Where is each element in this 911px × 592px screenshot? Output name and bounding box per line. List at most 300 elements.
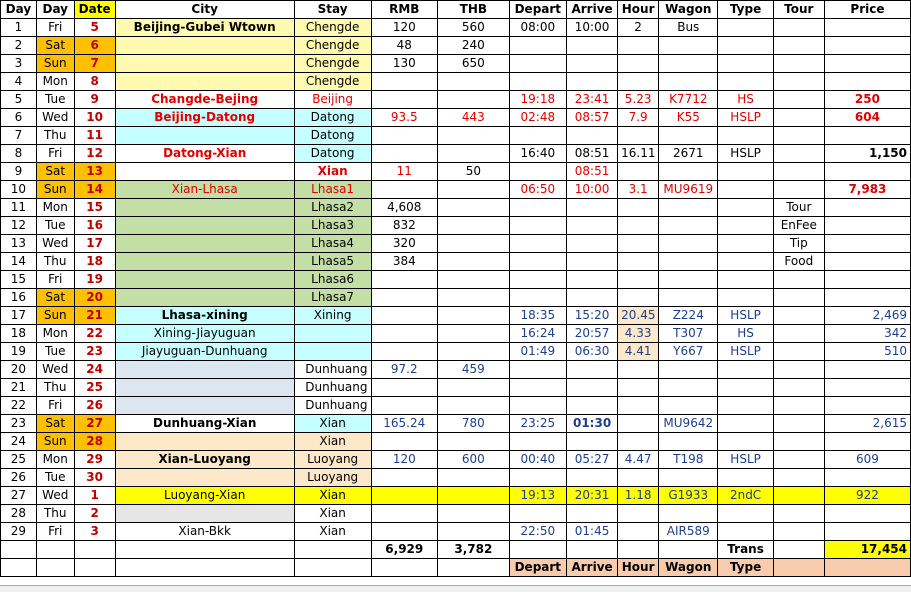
- cell-hour[interactable]: [618, 163, 659, 181]
- cell-type[interactable]: [718, 217, 773, 235]
- cell-date[interactable]: 23: [74, 343, 115, 361]
- cell-wagon[interactable]: [659, 73, 718, 91]
- cell-wagon[interactable]: MU9619: [659, 181, 718, 199]
- cell-type[interactable]: [718, 127, 773, 145]
- cell-date[interactable]: 8: [74, 73, 115, 91]
- cell[interactable]: [36, 541, 74, 559]
- cell-thb[interactable]: [438, 487, 510, 505]
- cell-thb[interactable]: [438, 397, 510, 415]
- cell-type[interactable]: [718, 289, 773, 307]
- cell-arr[interactable]: 10:00: [566, 19, 617, 37]
- cell-date[interactable]: 27: [74, 415, 115, 433]
- cell-stay[interactable]: Lhasa6: [294, 271, 371, 289]
- total-rmb[interactable]: 6,929: [371, 541, 438, 559]
- cell-hour[interactable]: [618, 73, 659, 91]
- cell-stay[interactable]: Datong: [294, 127, 371, 145]
- cell-date[interactable]: 16: [74, 217, 115, 235]
- cell-wagon[interactable]: MU9642: [659, 415, 718, 433]
- cell-rmb[interactable]: 93.5: [371, 109, 438, 127]
- cell-stay[interactable]: Xian: [294, 487, 371, 505]
- cell-arr[interactable]: 06:30: [566, 343, 617, 361]
- cell-date[interactable]: 25: [74, 379, 115, 397]
- cell-tour[interactable]: [773, 19, 824, 37]
- cell-arr[interactable]: [566, 217, 617, 235]
- cell-wagon[interactable]: [659, 37, 718, 55]
- col-header-arrive[interactable]: Arrive: [566, 1, 617, 19]
- cell-wagon[interactable]: K7712: [659, 91, 718, 109]
- cell[interactable]: [371, 559, 438, 577]
- cell-arr[interactable]: [566, 199, 617, 217]
- cell-tour[interactable]: [773, 469, 824, 487]
- cell-hour[interactable]: [618, 55, 659, 73]
- cell-thb[interactable]: 780: [438, 415, 510, 433]
- cell-city[interactable]: [115, 397, 294, 415]
- cell-type[interactable]: [718, 469, 773, 487]
- col-header-hour[interactable]: Hour: [618, 1, 659, 19]
- cell-n[interactable]: 1: [1, 19, 37, 37]
- cell-stay[interactable]: Xian: [294, 163, 371, 181]
- cell-thb[interactable]: [438, 181, 510, 199]
- cell-date[interactable]: 24: [74, 361, 115, 379]
- cell-dow[interactable]: Tue: [36, 91, 74, 109]
- total-label[interactable]: Trans: [718, 541, 773, 559]
- cell-dep[interactable]: 19:18: [509, 91, 566, 109]
- cell-stay[interactable]: Dunhuang: [294, 361, 371, 379]
- cell-date[interactable]: 14: [74, 181, 115, 199]
- cell-rmb[interactable]: 832: [371, 217, 438, 235]
- cell-rmb[interactable]: 97.2: [371, 361, 438, 379]
- col-header-rmb[interactable]: RMB: [371, 1, 438, 19]
- cell-wagon[interactable]: [659, 127, 718, 145]
- cell-n[interactable]: 10: [1, 181, 37, 199]
- cell-stay[interactable]: Xian: [294, 505, 371, 523]
- cell-stay[interactable]: Chengde: [294, 55, 371, 73]
- cell-thb[interactable]: [438, 379, 510, 397]
- cell-wagon[interactable]: [659, 379, 718, 397]
- cell-city[interactable]: Beijing-Gubei Wtown: [115, 19, 294, 37]
- cell-thb[interactable]: [438, 433, 510, 451]
- cell-n[interactable]: 11: [1, 199, 37, 217]
- cell-date[interactable]: 6: [74, 37, 115, 55]
- cell-date[interactable]: 7: [74, 55, 115, 73]
- col-header-depart[interactable]: Depart: [509, 1, 566, 19]
- cell-type[interactable]: HS: [718, 91, 773, 109]
- cell-thb[interactable]: [438, 271, 510, 289]
- cell-stay[interactable]: Lhasa5: [294, 253, 371, 271]
- cell-dep[interactable]: [509, 37, 566, 55]
- cell-rmb[interactable]: [371, 127, 438, 145]
- total-price[interactable]: 17,454: [824, 541, 910, 559]
- cell-date[interactable]: 20: [74, 289, 115, 307]
- cell-rmb[interactable]: [371, 91, 438, 109]
- cell-dep[interactable]: 19:13: [509, 487, 566, 505]
- cell-hour[interactable]: 16.11: [618, 145, 659, 163]
- cell-thb[interactable]: 240: [438, 37, 510, 55]
- cell-arr[interactable]: 08:57: [566, 109, 617, 127]
- cell-date[interactable]: 26: [74, 397, 115, 415]
- cell-thb[interactable]: [438, 523, 510, 541]
- cell-arr[interactable]: [566, 37, 617, 55]
- cell-type[interactable]: [718, 181, 773, 199]
- cell-tour[interactable]: [773, 307, 824, 325]
- cell-tour[interactable]: [773, 127, 824, 145]
- cell-date[interactable]: 10: [74, 109, 115, 127]
- cell-city[interactable]: [115, 127, 294, 145]
- col-header-day-num[interactable]: Day: [1, 1, 37, 19]
- cell-tour[interactable]: [773, 361, 824, 379]
- cell-date[interactable]: 1: [74, 487, 115, 505]
- cell-price[interactable]: [824, 433, 910, 451]
- cell-tour[interactable]: [773, 487, 824, 505]
- cell-thb[interactable]: [438, 199, 510, 217]
- total-thb[interactable]: 3,782: [438, 541, 510, 559]
- footer-depart[interactable]: Depart: [509, 559, 566, 577]
- cell-n[interactable]: 6: [1, 109, 37, 127]
- cell-rmb[interactable]: [371, 307, 438, 325]
- cell-stay[interactable]: Chengde: [294, 73, 371, 91]
- cell-rmb[interactable]: [371, 505, 438, 523]
- cell[interactable]: [773, 541, 824, 559]
- cell-arr[interactable]: 05:27: [566, 451, 617, 469]
- cell-rmb[interactable]: 384: [371, 253, 438, 271]
- cell-city[interactable]: [115, 199, 294, 217]
- cell-stay[interactable]: Luoyang: [294, 451, 371, 469]
- cell-stay[interactable]: Lhasa2: [294, 199, 371, 217]
- cell-hour[interactable]: 5.23: [618, 91, 659, 109]
- cell-n[interactable]: 26: [1, 469, 37, 487]
- cell-dow[interactable]: Fri: [36, 397, 74, 415]
- cell-hour[interactable]: [618, 235, 659, 253]
- cell-tour[interactable]: [773, 109, 824, 127]
- cell-rmb[interactable]: 120: [371, 451, 438, 469]
- cell-dep[interactable]: [509, 73, 566, 91]
- cell-thb[interactable]: [438, 307, 510, 325]
- cell-stay[interactable]: Xian: [294, 523, 371, 541]
- cell-wagon[interactable]: [659, 433, 718, 451]
- cell-price[interactable]: [824, 199, 910, 217]
- cell-arr[interactable]: [566, 253, 617, 271]
- cell-tour[interactable]: [773, 37, 824, 55]
- cell-dep[interactable]: [509, 163, 566, 181]
- cell-hour[interactable]: [618, 37, 659, 55]
- cell-wagon[interactable]: [659, 217, 718, 235]
- cell-type[interactable]: [718, 199, 773, 217]
- cell[interactable]: [566, 541, 617, 559]
- cell-tour[interactable]: [773, 505, 824, 523]
- cell-dep[interactable]: [509, 127, 566, 145]
- cell-arr[interactable]: [566, 505, 617, 523]
- cell-price[interactable]: [824, 127, 910, 145]
- cell-hour[interactable]: 3.1: [618, 181, 659, 199]
- cell-dep[interactable]: 08:00: [509, 19, 566, 37]
- cell-dow[interactable]: Fri: [36, 523, 74, 541]
- cell-type[interactable]: [718, 271, 773, 289]
- cell-city[interactable]: Xian-Lhasa: [115, 181, 294, 199]
- cell-n[interactable]: 8: [1, 145, 37, 163]
- cell-stay[interactable]: Datong: [294, 109, 371, 127]
- cell-stay[interactable]: Lhasa4: [294, 235, 371, 253]
- cell-city[interactable]: [115, 235, 294, 253]
- cell-hour[interactable]: 2: [618, 19, 659, 37]
- cell-price[interactable]: 2,615: [824, 415, 910, 433]
- cell-arr[interactable]: 10:00: [566, 181, 617, 199]
- cell-hour[interactable]: 7.9: [618, 109, 659, 127]
- cell-date[interactable]: 11: [74, 127, 115, 145]
- cell-wagon[interactable]: [659, 55, 718, 73]
- cell-wagon[interactable]: [659, 271, 718, 289]
- cell-thb[interactable]: [438, 127, 510, 145]
- cell-arr[interactable]: 01:45: [566, 523, 617, 541]
- cell-tour[interactable]: [773, 397, 824, 415]
- cell-wagon[interactable]: G1933: [659, 487, 718, 505]
- cell[interactable]: [74, 541, 115, 559]
- cell-stay[interactable]: Chengde: [294, 19, 371, 37]
- cell-rmb[interactable]: [371, 469, 438, 487]
- cell-dow[interactable]: Fri: [36, 271, 74, 289]
- cell-date[interactable]: 15: [74, 199, 115, 217]
- cell-dep[interactable]: [509, 397, 566, 415]
- cell-arr[interactable]: 20:57: [566, 325, 617, 343]
- cell[interactable]: [618, 541, 659, 559]
- cell-type[interactable]: HSLP: [718, 451, 773, 469]
- cell-type[interactable]: [718, 19, 773, 37]
- cell-hour[interactable]: [618, 361, 659, 379]
- cell-dep[interactable]: [509, 55, 566, 73]
- cell-wagon[interactable]: Y667: [659, 343, 718, 361]
- cell-wagon[interactable]: [659, 469, 718, 487]
- cell-arr[interactable]: [566, 433, 617, 451]
- cell-wagon[interactable]: [659, 199, 718, 217]
- cell-tour[interactable]: EnFee: [773, 217, 824, 235]
- cell-price[interactable]: 2,469: [824, 307, 910, 325]
- cell-thb[interactable]: 443: [438, 109, 510, 127]
- cell-tour[interactable]: Tour: [773, 199, 824, 217]
- cell-dep[interactable]: [509, 433, 566, 451]
- cell-dow[interactable]: Tue: [36, 343, 74, 361]
- cell-date[interactable]: 13: [74, 163, 115, 181]
- cell-thb[interactable]: [438, 91, 510, 109]
- cell-tour[interactable]: [773, 415, 824, 433]
- cell[interactable]: [509, 541, 566, 559]
- cell-hour[interactable]: [618, 469, 659, 487]
- cell-hour[interactable]: [618, 253, 659, 271]
- cell-type[interactable]: HS: [718, 325, 773, 343]
- cell-tour[interactable]: [773, 55, 824, 73]
- cell[interactable]: [659, 541, 718, 559]
- cell-date[interactable]: 19: [74, 271, 115, 289]
- cell-hour[interactable]: [618, 523, 659, 541]
- cell-n[interactable]: 20: [1, 361, 37, 379]
- cell-dep[interactable]: [509, 505, 566, 523]
- cell-arr[interactable]: [566, 289, 617, 307]
- cell-arr[interactable]: 08:51: [566, 145, 617, 163]
- cell-n[interactable]: 21: [1, 379, 37, 397]
- cell-city[interactable]: Dunhuang-Xian: [115, 415, 294, 433]
- cell[interactable]: [773, 559, 824, 577]
- cell-stay[interactable]: Dunhuang: [294, 379, 371, 397]
- cell-stay[interactable]: Lhasa7: [294, 289, 371, 307]
- cell-hour[interactable]: 20.45: [618, 307, 659, 325]
- cell-hour[interactable]: [618, 415, 659, 433]
- cell-dep[interactable]: [509, 235, 566, 253]
- cell-city[interactable]: [115, 361, 294, 379]
- cell-dow[interactable]: Thu: [36, 379, 74, 397]
- cell-dow[interactable]: Sun: [36, 307, 74, 325]
- cell-wagon[interactable]: [659, 289, 718, 307]
- cell-price[interactable]: [824, 397, 910, 415]
- cell-wagon[interactable]: K55: [659, 109, 718, 127]
- cell-n[interactable]: 25: [1, 451, 37, 469]
- cell-type[interactable]: [718, 235, 773, 253]
- cell-n[interactable]: 7: [1, 127, 37, 145]
- cell-arr[interactable]: [566, 55, 617, 73]
- cell-dep[interactable]: [509, 253, 566, 271]
- cell-price[interactable]: 1,150: [824, 145, 910, 163]
- cell-dep[interactable]: [509, 199, 566, 217]
- cell-thb[interactable]: [438, 235, 510, 253]
- cell-arr[interactable]: 08:51: [566, 163, 617, 181]
- cell-thb[interactable]: [438, 343, 510, 361]
- cell-date[interactable]: 18: [74, 253, 115, 271]
- cell-tour[interactable]: [773, 433, 824, 451]
- cell-city[interactable]: Xining-Jiayuguan: [115, 325, 294, 343]
- cell-dow[interactable]: Mon: [36, 73, 74, 91]
- cell-n[interactable]: 4: [1, 73, 37, 91]
- cell-tour[interactable]: [773, 451, 824, 469]
- cell-city[interactable]: Xian-Luoyang: [115, 451, 294, 469]
- cell-n[interactable]: 23: [1, 415, 37, 433]
- cell-type[interactable]: [718, 253, 773, 271]
- cell-tour[interactable]: [773, 73, 824, 91]
- cell-dow[interactable]: Tue: [36, 469, 74, 487]
- cell-price[interactable]: 7,983: [824, 181, 910, 199]
- cell-stay[interactable]: Lhasa1: [294, 181, 371, 199]
- cell-city[interactable]: [115, 271, 294, 289]
- cell-thb[interactable]: [438, 469, 510, 487]
- cell-stay[interactable]: Luoyang: [294, 469, 371, 487]
- cell-type[interactable]: [718, 73, 773, 91]
- cell-dep[interactable]: [509, 379, 566, 397]
- cell-stay[interactable]: Dunhuang: [294, 397, 371, 415]
- col-header-wagon[interactable]: Wagon: [659, 1, 718, 19]
- cell-price[interactable]: [824, 289, 910, 307]
- cell-type[interactable]: 2ndC: [718, 487, 773, 505]
- cell-rmb[interactable]: 320: [371, 235, 438, 253]
- cell-city[interactable]: [115, 469, 294, 487]
- col-header-stay[interactable]: Stay: [294, 1, 371, 19]
- cell-n[interactable]: 28: [1, 505, 37, 523]
- cell-date[interactable]: 28: [74, 433, 115, 451]
- cell-city[interactable]: Jiayuguan-Dunhuang: [115, 343, 294, 361]
- cell-wagon[interactable]: 2671: [659, 145, 718, 163]
- cell[interactable]: [294, 559, 371, 577]
- cell-n[interactable]: 29: [1, 523, 37, 541]
- cell-arr[interactable]: 01:30: [566, 415, 617, 433]
- cell-tour[interactable]: [773, 343, 824, 361]
- cell-date[interactable]: 5: [74, 19, 115, 37]
- cell-city[interactable]: [115, 73, 294, 91]
- cell-n[interactable]: 18: [1, 325, 37, 343]
- cell-dow[interactable]: Mon: [36, 451, 74, 469]
- cell-city[interactable]: Changde-Bejing: [115, 91, 294, 109]
- cell[interactable]: [74, 559, 115, 577]
- cell-tour[interactable]: [773, 271, 824, 289]
- cell-stay[interactable]: Chengde: [294, 37, 371, 55]
- col-header-day[interactable]: Day: [36, 1, 74, 19]
- cell-rmb[interactable]: [371, 325, 438, 343]
- cell-rmb[interactable]: 48: [371, 37, 438, 55]
- cell-rmb[interactable]: [371, 523, 438, 541]
- cell-price[interactable]: 342: [824, 325, 910, 343]
- cell-rmb[interactable]: 11: [371, 163, 438, 181]
- cell-tour[interactable]: [773, 289, 824, 307]
- cell-n[interactable]: 19: [1, 343, 37, 361]
- cell-price[interactable]: [824, 217, 910, 235]
- cell-tour[interactable]: [773, 181, 824, 199]
- cell-dow[interactable]: Sun: [36, 55, 74, 73]
- cell-thb[interactable]: [438, 289, 510, 307]
- footer-type[interactable]: Type: [718, 559, 773, 577]
- cell-thb[interactable]: 560: [438, 19, 510, 37]
- cell-tour[interactable]: [773, 163, 824, 181]
- footer-wagon[interactable]: Wagon: [659, 559, 718, 577]
- cell-price[interactable]: [824, 19, 910, 37]
- cell-rmb[interactable]: 4,608: [371, 199, 438, 217]
- cell[interactable]: [115, 541, 294, 559]
- cell-dow[interactable]: Wed: [36, 487, 74, 505]
- cell-n[interactable]: 3: [1, 55, 37, 73]
- cell-price[interactable]: 922: [824, 487, 910, 505]
- cell-city[interactable]: [115, 37, 294, 55]
- cell-tour[interactable]: [773, 91, 824, 109]
- cell-date[interactable]: 29: [74, 451, 115, 469]
- cell-dow[interactable]: Tue: [36, 217, 74, 235]
- cell-type[interactable]: HSLP: [718, 307, 773, 325]
- cell-wagon[interactable]: Z224: [659, 307, 718, 325]
- cell-wagon[interactable]: AIR589: [659, 523, 718, 541]
- cell-city[interactable]: Xian-Bkk: [115, 523, 294, 541]
- cell-price[interactable]: [824, 163, 910, 181]
- cell-n[interactable]: 13: [1, 235, 37, 253]
- cell-tour[interactable]: [773, 145, 824, 163]
- cell-hour[interactable]: 4.41: [618, 343, 659, 361]
- cell-thb[interactable]: [438, 73, 510, 91]
- cell-n[interactable]: 17: [1, 307, 37, 325]
- cell-dow[interactable]: Thu: [36, 253, 74, 271]
- cell-type[interactable]: [718, 415, 773, 433]
- cell[interactable]: [1, 559, 37, 577]
- cell-rmb[interactable]: [371, 433, 438, 451]
- cell-city[interactable]: Luoyang-Xian: [115, 487, 294, 505]
- cell-rmb[interactable]: [371, 271, 438, 289]
- cell-rmb[interactable]: [371, 73, 438, 91]
- cell-n[interactable]: 15: [1, 271, 37, 289]
- cell-dep[interactable]: [509, 289, 566, 307]
- cell-date[interactable]: 3: [74, 523, 115, 541]
- cell-rmb[interactable]: [371, 289, 438, 307]
- cell-date[interactable]: 9: [74, 91, 115, 109]
- cell-city[interactable]: [115, 379, 294, 397]
- cell-thb[interactable]: 459: [438, 361, 510, 379]
- cell-city[interactable]: Lhasa-xining: [115, 307, 294, 325]
- cell-dow[interactable]: Sat: [36, 415, 74, 433]
- cell-city[interactable]: [115, 289, 294, 307]
- cell-wagon[interactable]: Bus: [659, 19, 718, 37]
- cell[interactable]: [824, 559, 910, 577]
- cell-wagon[interactable]: [659, 505, 718, 523]
- cell-stay[interactable]: Xian: [294, 433, 371, 451]
- cell-dep[interactable]: 01:49: [509, 343, 566, 361]
